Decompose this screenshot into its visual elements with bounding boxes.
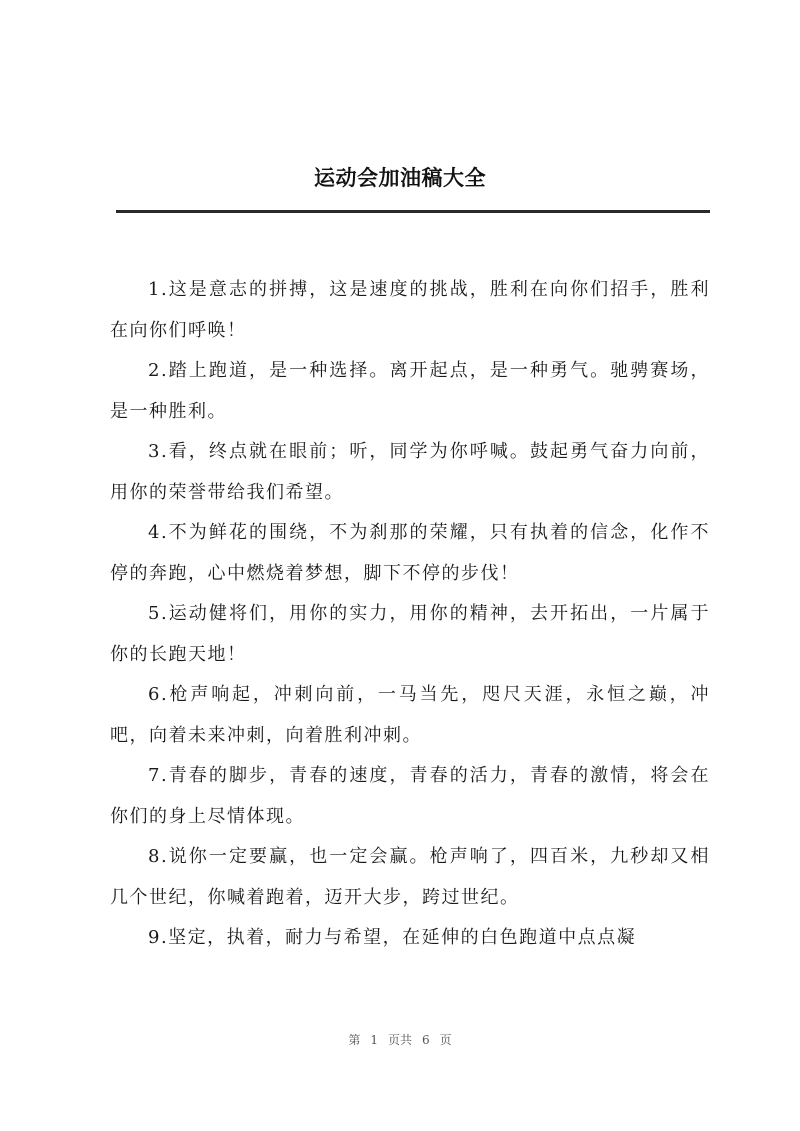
footer-label-prefix: 第 xyxy=(348,1033,361,1047)
title-divider xyxy=(116,210,710,213)
paragraph: 3.看，终点就在眼前；听，同学为你呼喊。鼓起勇气奋力向前，用你的荣誉带给我们希望。 xyxy=(110,441,710,503)
document-title: 运动会加油稿大全 xyxy=(314,166,486,190)
footer-label-middle: 页共 xyxy=(387,1033,412,1047)
paragraph: 4.不为鲜花的围绕，不为刹那的荣耀，只有执着的信念，化作不停的奔跑，心中燃烧着梦想，脚下不停的步伐！ xyxy=(110,522,710,584)
paragraph: 6.枪声响起，冲刺向前，一马当先，咫尺天涯，永恒之巅，冲吧，向着未来冲刺，向着胜利冲刺。 xyxy=(110,684,710,746)
paragraph: 1.这是意志的拼搏，这是速度的挑战，胜利在向你们招手，胜利在向你们呼唤！ xyxy=(110,279,710,341)
paragraph: 9.坚定，执着，耐力与希望，在延伸的白色跑道中点点凝 xyxy=(148,927,637,948)
footer-label-suffix: 页 xyxy=(439,1033,452,1047)
page-footer xyxy=(0,1031,800,1049)
document-body xyxy=(110,270,710,959)
paragraph: 7.青春的脚步，青春的速度，青春的活力，青春的激情，将会在你们的身上尽情体现。 xyxy=(110,765,710,827)
footer-total-pages: 6 xyxy=(422,1033,430,1047)
footer-current-page: 1 xyxy=(370,1033,378,1047)
paragraph: 2.踏上跑道，是一种选择。离开起点，是一种勇气。驰骋赛场，是一种胜利。 xyxy=(110,360,710,422)
paragraph: 8.说你一定要赢，也一定会赢。枪声响了，四百米，九秒却又相几个世纪，你喊着跑着，迈开大步，跨过世纪。 xyxy=(110,846,710,908)
paragraph: 5.运动健将们，用你的实力，用你的精神，去开拓出，一片属于你的长跑天地！ xyxy=(110,603,710,665)
